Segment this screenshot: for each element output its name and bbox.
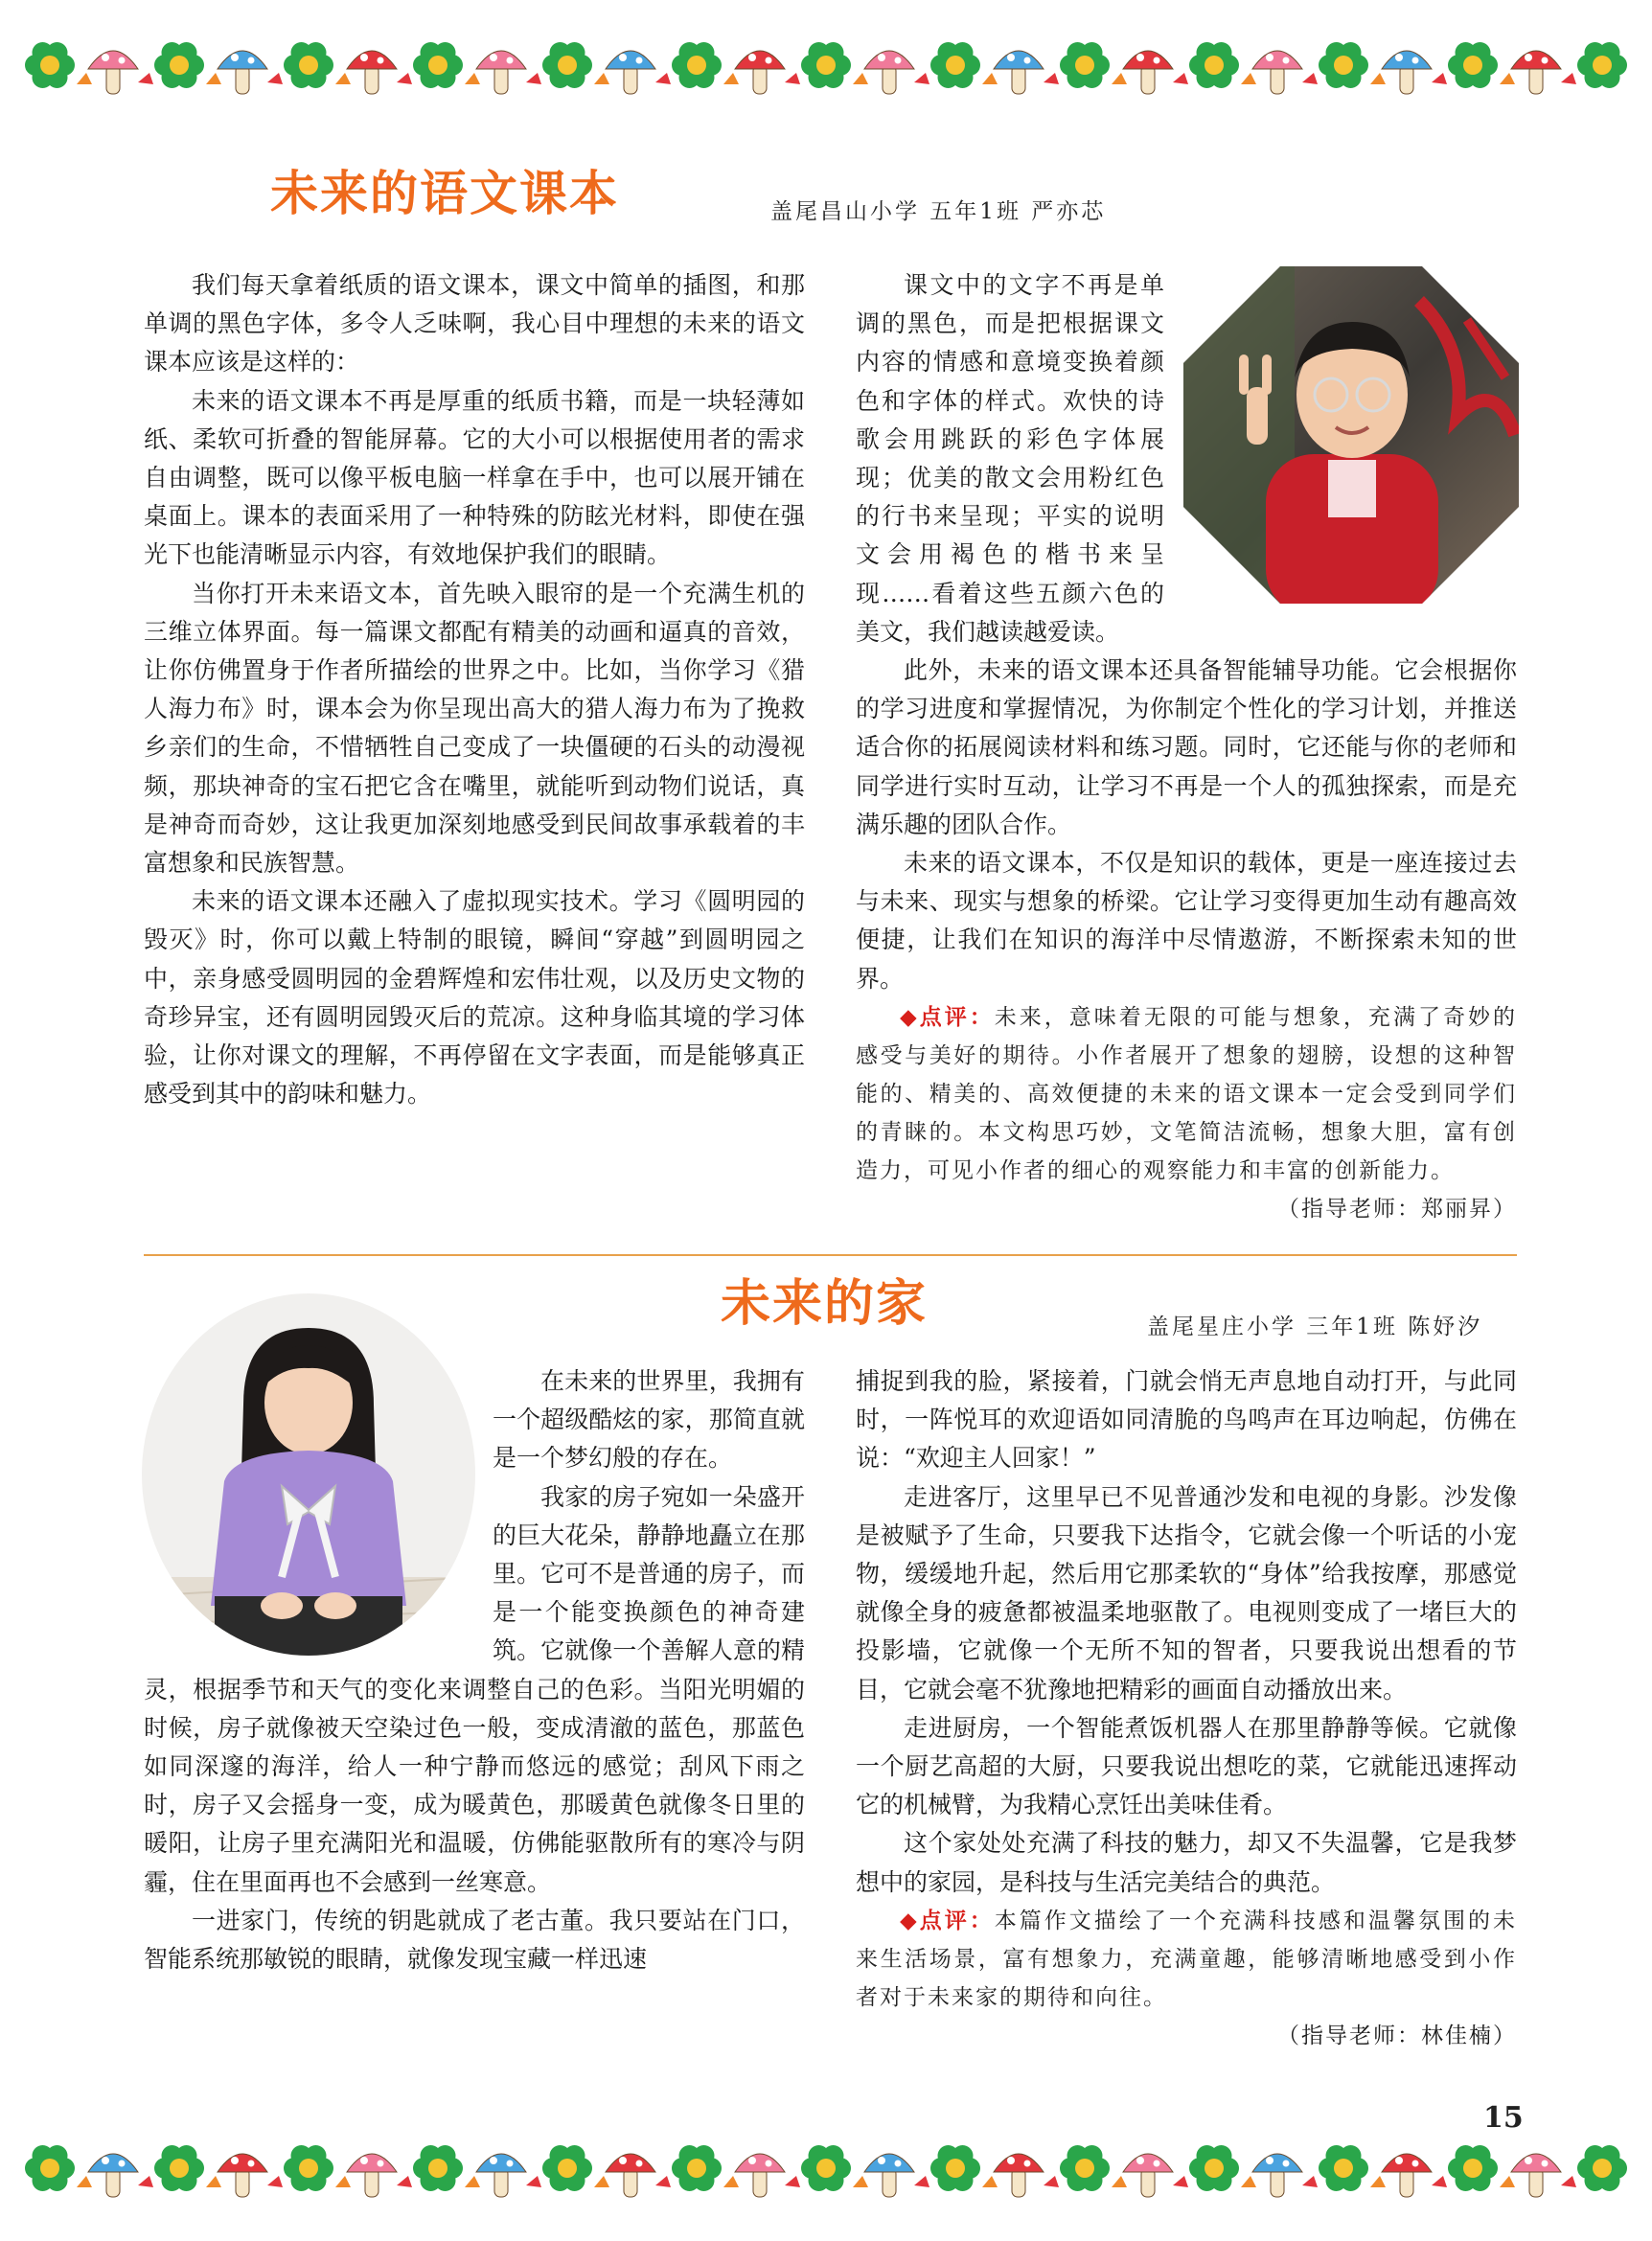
mushroom-icon xyxy=(1112,2154,1188,2197)
comment-label: 点评： xyxy=(919,1908,995,1933)
mushroom-icon xyxy=(1370,2154,1447,2197)
flower-icon xyxy=(284,42,333,88)
flower-icon xyxy=(284,2145,333,2191)
mushroom-icon xyxy=(335,51,412,94)
flower-icon xyxy=(930,42,980,88)
flower-icon xyxy=(25,42,75,88)
mushroom-icon xyxy=(1500,2154,1576,2197)
comment-label: 点评： xyxy=(919,1004,995,1030)
paragraph: 当你打开未来语文本，首先映入眼帘的是一个充满生机的三维立体界面。每一篇课文都配有精美的动画和逼真的音效，让你仿佛置身于作者所描绘的世界之中。比如，当你学习《猎人海力布》时，课本会为你呈现出高大的猎人海力布为了挽救乡亲们的生命，不惜牺牲自己变成了一块僵硬的石头的动漫视频，那块神奇的宝石把它含在嘴里，就能听到动物们说话，真是神奇而奇妙，这让我更加深刻地感受到民间故事承载着的丰富想象和民族智慧。 xyxy=(144,579,805,878)
page-number: 15 xyxy=(1483,2101,1524,2135)
flower-icon xyxy=(672,42,722,88)
article-title: 未来的家 xyxy=(721,1275,929,1333)
teacher-credit: （指导老师：林佳楠） xyxy=(1277,2023,1517,2048)
mushroom-icon xyxy=(982,2154,1059,2197)
mushroom-icon xyxy=(206,51,283,94)
flower-icon xyxy=(672,2145,722,2191)
flower-icon xyxy=(1448,42,1498,88)
paragraph: 捕捉到我的脸，紧接着，门就会悄无声息地自动打开，与此同时，一阵悦耳的欢迎语如同清脆的鸟鸣声在耳边响起，仿佛在说：“欢迎主人回家！” xyxy=(856,1367,1517,1473)
flower-icon xyxy=(1060,2145,1110,2191)
paragraph: 未来的语文课本不再是厚重的纸质书籍，而是一块轻薄如纸、柔软可折叠的智能屏幕。它的大小可以根据使用者的需求自由调整，既可以像平板电脑一样拿在手中，也可以展开铺在桌面上。课本的表面采用了一种特殊的防眩光材料，即使在强光下也能清晰显示内容，有效地保护我们的眼睛。 xyxy=(144,386,805,569)
diamond-icon: ◆ xyxy=(900,1004,920,1030)
article-title: 未来的语文课本 xyxy=(270,166,619,221)
mushroom-icon xyxy=(853,2154,929,2197)
flower-icon xyxy=(1319,2145,1368,2191)
mushroom-icon xyxy=(77,2154,153,2197)
flower-icon xyxy=(1189,2145,1239,2191)
paragraph: 一进家门，传统的钥匙就成了老古董。我只要站在门口，智能系统那敏锐的眼睛，就像发现宝藏一样迅速 xyxy=(144,1906,805,1974)
article-column-right xyxy=(856,266,1517,1228)
mushroom-icon xyxy=(206,2154,283,2197)
mushroom-icon xyxy=(723,51,800,94)
mushroom-icon xyxy=(723,2154,800,2197)
mushroom-icon xyxy=(335,2154,412,2197)
diamond-icon: ◆ xyxy=(900,1908,920,1933)
flower-icon xyxy=(25,2145,75,2191)
comment-block xyxy=(856,1902,1517,2017)
flower-icon xyxy=(542,42,592,88)
paragraph: 未来的语文课本，不仅是知识的载体，更是一座连接过去与未来、现实与想象的桥梁。它让学习变得更加生动有趣高效便捷，让我们在知识的海洋中尽情遨游，不断探索未知的世界。 xyxy=(856,849,1517,993)
paragraph: 在未来的世界里，我拥有一个超级酷炫的家，那简直就是一个梦幻般的存在。 xyxy=(493,1367,805,1473)
paragraph: 我家的房子宛如一朵盛开的巨大花朵，静静地矗立在那里。它可不是普通的房子，而是一个能变换颜色的神奇建筑。它就像一个善解人意的精灵，根据季节和天气的变化来调整自己的色彩。当阳光明媚的时候，房子就像被天空染过色一般，变成清澈的蓝色，那蓝色如同深邃的海洋，给人一种宁静而悠远的感觉；刮风下雨之时，房子又会摇身一变，成为暖黄色，那暖黄色就像冬日里的暖阳，让房子里充满阳光和温暖，仿佛能驱散所有的寒冷与阴霾，住在里面再也不会感到一丝寒意。 xyxy=(144,1482,805,1896)
bottom-decorative-border xyxy=(0,2122,1652,2213)
paragraph: 走进客厅，这里早已不见普通沙发和电视的身影。沙发像是被赋予了生命，只要我下达指令，它就会像一个听话的小宠物，缓缓地升起，然后用它那柔软的“身体”给我按摩，那感觉就像全身的疲惫都被温柔地驱散了。电视则变成了一堵巨大的投影墙，它就像一个无所不知的智者，只要我说出想看的节目，它就会毫不犹豫地把精彩的画面自动播放出来。 xyxy=(856,1482,1517,1704)
mushroom-icon xyxy=(77,51,153,94)
teacher-credit: （指导老师：郑丽昇） xyxy=(1277,1196,1517,1222)
paragraph: 走进厨房，一个智能煮饭机器人在那里静静等候。它就像一个厨艺高超的大厨，只要我说出想吃的菜，它就能迅速挥动它的机械臂，为我精心烹饪出美味佳肴。 xyxy=(856,1713,1517,1819)
top-decorative-border xyxy=(0,19,1652,110)
flower-icon xyxy=(1577,42,1627,88)
mushroom-icon xyxy=(1370,51,1447,94)
mushroom-icon xyxy=(1500,51,1576,94)
article-column-left xyxy=(144,1362,805,1978)
mushroom-icon xyxy=(465,2154,541,2197)
flower-icon xyxy=(1060,42,1110,88)
mushroom-icon xyxy=(594,51,671,94)
article-column-left xyxy=(144,266,805,1113)
mushroom-icon xyxy=(1112,51,1188,94)
flower-icon xyxy=(1319,42,1368,88)
flower-icon xyxy=(413,42,463,88)
article-author: 盖尾星庄小学 三年1班 陈妤汐 xyxy=(1147,1315,1483,1339)
comment-block xyxy=(856,998,1517,1222)
flower-icon xyxy=(801,42,851,88)
comment-text: 本篇作文描绘了一个充满科技感和温馨氛围的未来生活场景，富有想象力，充满童趣，能够清晰地感受到小作者对于未来家的期待和向往。 xyxy=(856,1908,1517,2010)
mushroom-icon xyxy=(853,51,929,94)
article-author: 盖尾昌山小学 五年1班 严亦芯 xyxy=(770,199,1107,224)
paragraph: 这个家处处充满了科技的魅力，却又不失温馨，它是我梦想中的家园，是科技与生活完美结合的典范。 xyxy=(856,1829,1517,1896)
student-photo-icon xyxy=(138,1290,479,1659)
mushroom-icon xyxy=(1241,51,1318,94)
mushroom-icon xyxy=(1241,2154,1318,2197)
mushroom-icon xyxy=(982,51,1059,94)
flower-icon xyxy=(413,2145,463,2191)
flower-icon xyxy=(801,2145,851,2191)
comment-text: 未来，意味着无限的可能与想象，充满了奇妙的感受与美好的期待。小作者展开了想象的翅膀，设想的这种智能的、精美的、高效便捷的未来的语文课本一定会受到同学们的青睐的。本文构思巧妙，文笔简洁流畅，想象大胆，富有创造力，可见小作者的细心的观察能力和丰富的创新能力。 xyxy=(856,1004,1517,1183)
flower-icon xyxy=(930,2145,980,2191)
mushroom-icon xyxy=(465,51,541,94)
mushroom-icon xyxy=(594,2154,671,2197)
flower-icon xyxy=(1189,42,1239,88)
flower-icon xyxy=(154,2145,204,2191)
student-photo-icon xyxy=(1180,263,1523,607)
paragraph: 我们每天拿着纸质的语文课本，课文中简单的插图，和那单调的黑色字体，多令人乏味啊，我心目中理想的未来的语文课本应该是这样的： xyxy=(144,271,805,377)
flower-icon xyxy=(154,42,204,88)
section-divider xyxy=(144,1254,1517,1256)
article-column-right xyxy=(856,1362,1517,2055)
paragraph: 未来的语文课本还融入了虚拟现实技术。学习《圆明园的毁灭》时，你可以戴上特制的眼镜，瞬间“穿越”到圆明园之中，亲身感受圆明园的金碧辉煌和宏伟壮观，以及历史文物的奇珍异宝，还有圆明园毁灭后的荒凉。这种身临其境的学习体验，让你对课文的理解，不再停留在文字表面，而是能够真正感受到其中的韵味和魅力。 xyxy=(144,887,805,1109)
paragraph: 课文中的文字不再是单调的黑色，而是把根据课文内容的情感和意境变换着颜色和字体的样式。欢快的诗歌会用跳跃的彩色字体展现；优美的散文会用粉红色的行书来呈现；平实的说明文会用褐色的楷书来呈现……看着这些五颜六色的美文，我们越读越爱读。 xyxy=(856,271,1164,646)
flower-icon xyxy=(1448,2145,1498,2191)
paragraph: 此外，未来的语文课本还具备智能辅导功能。它会根据你的学习进度和掌握情况，为你制定个性化的学习计划，并推送适合你的拓展阅读材料和练习题。同时，它还能与你的老师和同学进行实时互动，让学习不再是一个人的孤独探索，而是充满乐趣的团队合作。 xyxy=(856,656,1517,838)
flower-icon xyxy=(1577,2145,1627,2191)
flower-icon xyxy=(542,2145,592,2191)
